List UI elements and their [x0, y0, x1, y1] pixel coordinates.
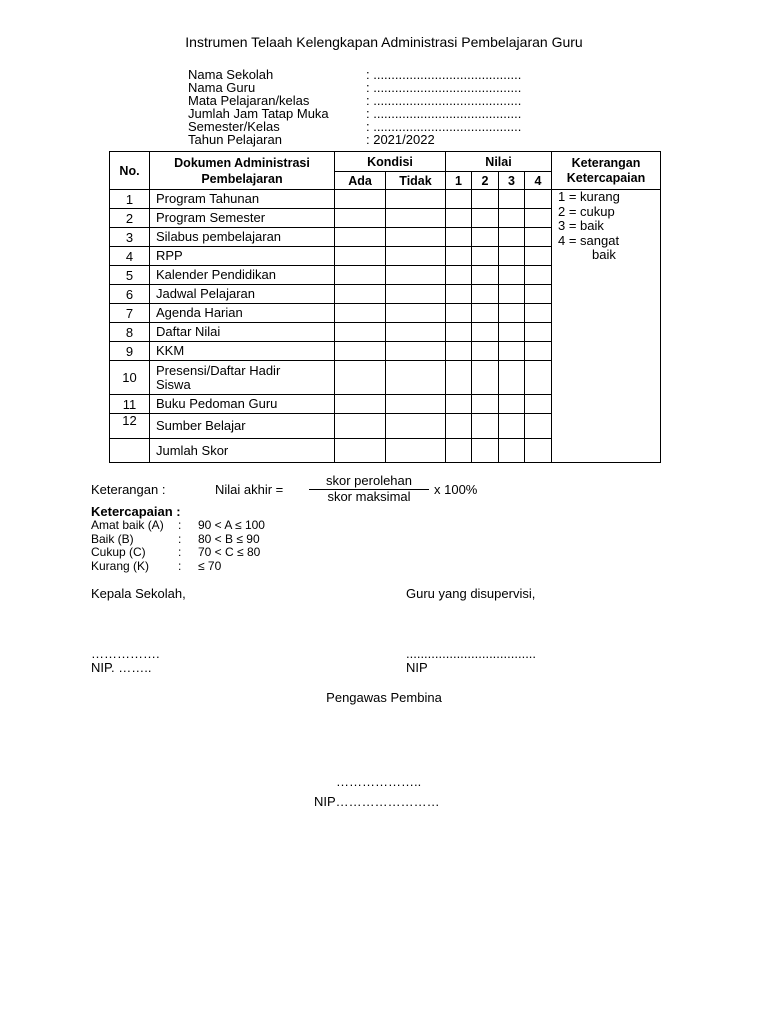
cell-nilai-3[interactable] [499, 361, 525, 395]
info-value-subject: : ......................................... [366, 93, 522, 108]
formula-label: Keterangan : [91, 482, 166, 497]
signature-bottom-nip: NIP…………………… [314, 794, 440, 809]
row-document: Silabus pembelajaran [150, 228, 335, 247]
cell-ada[interactable] [335, 209, 386, 228]
cell-nilai-1[interactable] [446, 304, 472, 323]
cell-nilai-1[interactable] [446, 361, 472, 395]
cell-tidak[interactable] [386, 439, 446, 463]
cell-nilai-4[interactable] [525, 323, 552, 342]
header-tidak: Tidak [386, 172, 446, 190]
grade-label-k: Kurang (K) [91, 559, 150, 573]
info-label-hours: Jumlah Jam Tatap Muka [188, 106, 329, 121]
row-document: Program Semester [150, 209, 335, 228]
cell-tidak[interactable] [386, 209, 446, 228]
cell-ada[interactable] [335, 285, 386, 304]
cell-nilai-2[interactable] [472, 190, 499, 209]
row-document: Program Tahunan [150, 190, 335, 209]
row-no: 8 [110, 323, 150, 342]
cell-nilai-1[interactable] [446, 285, 472, 304]
cell-ada[interactable] [335, 323, 386, 342]
row-document: KKM [150, 342, 335, 361]
row-document: Kalender Pendidikan [150, 266, 335, 285]
grade-range-k: ≤ 70 [198, 559, 222, 573]
cell-tidak[interactable] [386, 228, 446, 247]
cell-nilai-3[interactable] [499, 266, 525, 285]
info-value-school: : ......................................... [366, 67, 522, 82]
cell-nilai-4[interactable] [525, 266, 552, 285]
row-document: Daftar Nilai [150, 323, 335, 342]
cell-ada[interactable] [335, 304, 386, 323]
cell-nilai-4[interactable] [525, 285, 552, 304]
grade-label-b: Baik (B) [91, 532, 134, 546]
row-no: 6 [110, 285, 150, 304]
cell-ada[interactable] [335, 395, 386, 414]
cell-tidak[interactable] [386, 342, 446, 361]
cell-nilai-4[interactable] [525, 395, 552, 414]
cell-tidak[interactable] [386, 190, 446, 209]
cell-nilai-1[interactable] [446, 323, 472, 342]
row-no: 9 [110, 342, 150, 361]
cell-nilai-2[interactable] [472, 209, 499, 228]
cell-tidak[interactable] [386, 247, 446, 266]
cell-nilai-2[interactable] [472, 361, 499, 395]
header-nilai-1: 1 [446, 172, 472, 190]
cell-nilai-2[interactable] [472, 266, 499, 285]
cell-nilai-2[interactable] [472, 304, 499, 323]
cell-nilai-2[interactable] [472, 247, 499, 266]
cell-tidak[interactable] [386, 304, 446, 323]
row-no: 4 [110, 247, 150, 266]
row-no: 1 [110, 190, 150, 209]
cell-nilai-3[interactable] [499, 209, 525, 228]
keterangan-cell [552, 190, 661, 463]
administration-table [109, 151, 661, 463]
info-label-school: Nama Sekolah [188, 67, 274, 82]
ketercapaian-heading: Ketercapaian : [91, 504, 181, 519]
row-no-empty [110, 439, 150, 463]
cell-nilai-1[interactable] [446, 190, 472, 209]
grade-colon: : [178, 518, 182, 532]
signature-bottom-title: Pengawas Pembina [326, 690, 442, 705]
row-no: 3 [110, 228, 150, 247]
cell-tidak[interactable] [386, 285, 446, 304]
cell-nilai-2[interactable] [472, 323, 499, 342]
cell-nilai-4[interactable] [525, 228, 552, 247]
header-nilai-4: 4 [525, 172, 552, 190]
cell-ada[interactable] [335, 439, 386, 463]
cell-nilai-4[interactable] [525, 247, 552, 266]
formula-multiplier: x 100% [434, 482, 478, 497]
cell-nilai-3[interactable] [499, 228, 525, 247]
cell-nilai-1[interactable] [446, 247, 472, 266]
header-kondisi: Kondisi [335, 152, 446, 172]
cell-nilai-3[interactable] [499, 285, 525, 304]
ket-line-3: 3 = baik [558, 218, 604, 233]
grade-colon: : [178, 545, 182, 559]
info-label-semester: Semester/Kelas [188, 119, 280, 134]
cell-nilai-2[interactable] [472, 439, 499, 463]
info-label-teacher: Nama Guru [188, 80, 256, 95]
cell-ada[interactable] [335, 414, 386, 439]
cell-nilai-4[interactable] [525, 439, 552, 463]
row-no: 12 [110, 414, 150, 439]
cell-nilai-3[interactable] [499, 304, 525, 323]
signature-left-title: Kepala Sekolah, [91, 586, 186, 601]
grade-colon: : [178, 559, 182, 573]
cell-ada[interactable] [335, 190, 386, 209]
ket-line-4: 4 = sangat [558, 232, 620, 248]
row-document: Buku Pedoman Guru [150, 395, 335, 414]
info-value-hours: : ......................................... [366, 106, 522, 121]
cell-ada[interactable] [335, 247, 386, 266]
grade-colon: : [178, 532, 182, 546]
cell-nilai-3[interactable] [499, 342, 525, 361]
cell-tidak[interactable] [386, 414, 446, 439]
cell-nilai-1[interactable] [446, 209, 472, 228]
cell-tidak[interactable] [386, 266, 446, 285]
cell-nilai-3[interactable] [499, 323, 525, 342]
ket-line-1: 1 = kurang [558, 189, 620, 204]
signature-right-title: Guru yang disupervisi, [406, 586, 536, 601]
cell-nilai-4[interactable] [525, 190, 552, 209]
info-label-year: Tahun Pelajaran [188, 132, 282, 147]
cell-nilai-1[interactable] [446, 228, 472, 247]
cell-nilai-2[interactable] [472, 285, 499, 304]
info-value-semester: : ......................................... [366, 119, 522, 134]
cell-nilai-4[interactable] [525, 304, 552, 323]
cell-tidak[interactable] [386, 323, 446, 342]
cell-ada[interactable] [335, 342, 386, 361]
grade-range-c: 70 < C ≤ 80 [198, 545, 261, 559]
grade-range-a: 90 < A ≤ 100 [198, 518, 265, 532]
grade-range-b: 80 < B ≤ 90 [198, 532, 260, 546]
cell-nilai-3[interactable] [499, 190, 525, 209]
cell-nilai-2[interactable] [472, 228, 499, 247]
document-title: Instrumen Telaah Kelengkapan Administrasi Pembelajaran Guru [185, 34, 583, 50]
row-document: Presensi/Daftar Hadir Siswa [150, 361, 335, 395]
cell-ada[interactable] [335, 228, 386, 247]
row-no: 10 [110, 361, 150, 395]
signature-left-dots: ……………. [91, 646, 160, 661]
info-label-subject: Mata Pelajaran/kelas [188, 93, 310, 108]
row-no: 5 [110, 266, 150, 285]
row-no: 11 [110, 395, 150, 414]
cell-nilai-1[interactable] [446, 342, 472, 361]
formula-lhs: Nilai akhir = [215, 482, 284, 497]
cell-nilai-3[interactable] [499, 247, 525, 266]
total-label: Jumlah Skor [150, 439, 335, 463]
header-nilai-3: 3 [499, 172, 525, 190]
header-nilai-2: 2 [472, 172, 499, 190]
header-nilai: Nilai [446, 152, 552, 172]
row-document: Agenda Harian [150, 304, 335, 323]
cell-nilai-2[interactable] [472, 414, 499, 439]
header-keterangan: Keterangan Ketercapaian [552, 152, 661, 190]
row-no: 7 [110, 304, 150, 323]
grade-label-a: Amat baik (A) [91, 518, 164, 532]
cell-nilai-4[interactable] [525, 342, 552, 361]
cell-tidak[interactable] [386, 361, 446, 395]
cell-nilai-3[interactable] [499, 414, 525, 439]
cell-nilai-4[interactable] [525, 361, 552, 395]
table-row [110, 190, 661, 209]
cell-ada[interactable] [335, 361, 386, 395]
row-document: RPP [150, 247, 335, 266]
formula-numerator: skor perolehan [326, 473, 412, 488]
cell-nilai-1[interactable] [446, 439, 472, 463]
row-document: Sumber Belajar [150, 414, 335, 439]
signature-left-nip: NIP. …….. [91, 660, 152, 675]
cell-tidak[interactable] [386, 395, 446, 414]
header-document: Dokumen Administrasi Pembelajaran [150, 152, 335, 190]
ket-line-5: baik [592, 247, 616, 262]
cell-nilai-2[interactable] [472, 342, 499, 361]
ket-line-2: 2 = cukup [558, 203, 615, 219]
row-document: Jadwal Pelajaran [150, 285, 335, 304]
cell-nilai-4[interactable] [525, 209, 552, 228]
header-no: No. [110, 152, 150, 190]
row-no: 2 [110, 209, 150, 228]
signature-right-nip: NIP [406, 660, 428, 675]
signature-right-dots: .................................... [406, 646, 537, 661]
cell-nilai-2[interactable] [472, 395, 499, 414]
cell-nilai-1[interactable] [446, 414, 472, 439]
cell-nilai-1[interactable] [446, 395, 472, 414]
cell-ada[interactable] [335, 266, 386, 285]
cell-nilai-4[interactable] [525, 414, 552, 439]
info-value-teacher: : ......................................... [366, 80, 522, 95]
signature-bottom-dots: ……………….. [336, 774, 422, 789]
formula-denominator: skor maksimal [327, 489, 411, 504]
cell-nilai-3[interactable] [499, 395, 525, 414]
grade-label-c: Cukup (C) [91, 545, 146, 559]
header-ada: Ada [335, 172, 386, 190]
cell-nilai-1[interactable] [446, 266, 472, 285]
cell-nilai-3[interactable] [499, 439, 525, 463]
info-value-year: : 2021/2022 [366, 132, 435, 147]
